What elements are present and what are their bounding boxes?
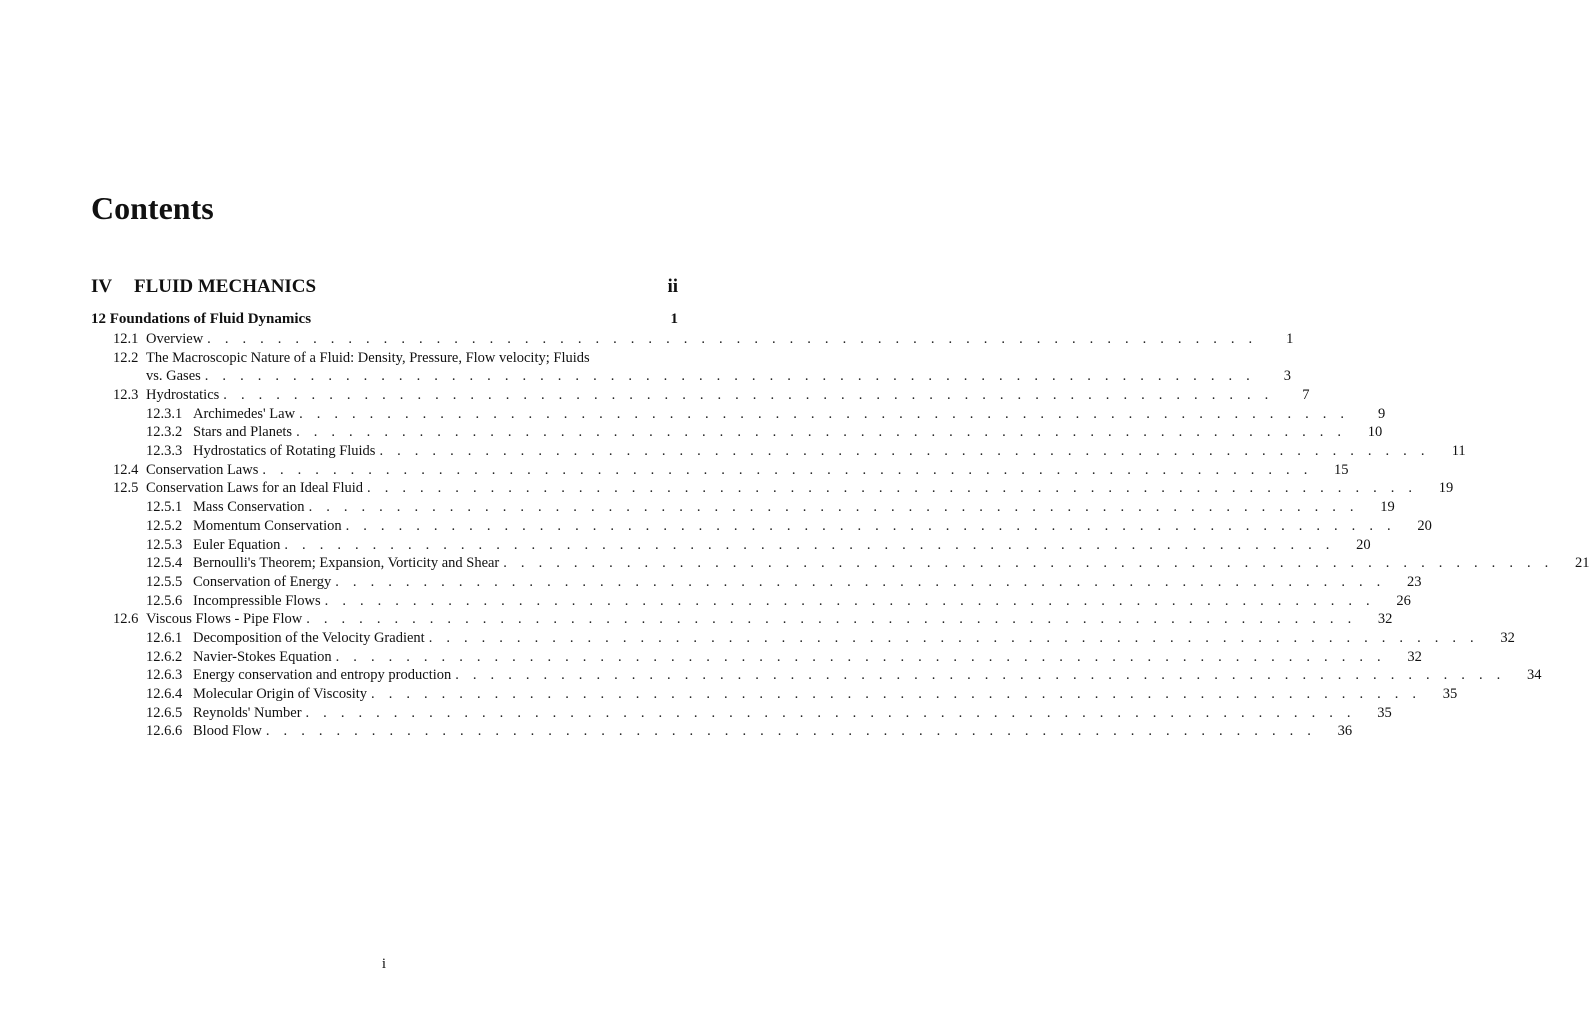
toc-entry[interactable] — [91, 554, 1589, 573]
toc-entry-title: Molecular Origin of Viscosity — [193, 686, 368, 703]
toc-entry-title: Euler Equation — [193, 536, 281, 553]
toc-entry-page: 35 — [1377, 704, 1392, 721]
toc-leader-dots: . . . . . . . . . . . . . . . . . . . . . . . . . . . . . . . . . . . . . . . . . . . . . . . . . . . . . . . . . . . . — [265, 723, 1317, 740]
toc-entry-page: 1 — [1286, 330, 1294, 347]
toc-entry-number: 12.6.4 — [146, 686, 183, 703]
toc-entry-title: The Macroscopic Nature of a Fluid: Density, Pressure, Flow velocity; Fluids — [146, 349, 590, 366]
toc-entries-list — [91, 330, 1589, 741]
toc-entry-title: Conservation Laws — [146, 461, 259, 478]
toc-entry-page: 23 — [1406, 573, 1422, 590]
toc-leader-dots: . . . . . . . . . . . . . . . . . . . . . . . . . . . . . . . . . . . . . . . . . . . . . . . . . . . . . . . . . . . . — [379, 443, 1430, 460]
toc-leader-dots: . . . . . . . . . . . . . . . . . . . . . . . . . . . . . . . . . . . . . . . . . . . . . . . . . . . . . . . . . . . . — [345, 517, 1396, 534]
toc-entry-number: 12.3.2 — [146, 424, 183, 441]
toc-entry[interactable] — [91, 386, 1310, 405]
toc-entry-title: Incompressible Flows — [193, 592, 321, 609]
toc-part-row[interactable] — [91, 276, 678, 298]
toc-entry-page: 11 — [1451, 443, 1466, 460]
toc-entry-page: 20 — [1417, 517, 1432, 534]
toc-entry-number: 12.6.2 — [146, 648, 183, 665]
toc-leader-dots: . . . . . . . . . . . . . . . . . . . . . . . . . . . . . . . . . . . . . . . . . . . . . . . . . . . . . . . . . . . . — [503, 555, 1554, 572]
toc-entry[interactable] — [91, 498, 1395, 517]
toc-entry-number: 12.6.6 — [146, 723, 183, 740]
toc-leader-dots: . . . . . . . . . . . . . . . . . . . . . . . . . . . . . . . . . . . . . . . . . . . . . . . . . . . . . . . . . . . . — [262, 461, 1313, 478]
toc-entry-title: Hydrostatics of Rotating Fluids — [193, 443, 376, 460]
toc-leader-dots: . . . . . . . . . . . . . . . . . . . . . . . . . . . . . . . . . . . . . . . . . . . . . . . . . . . . . . . . . . . . — [306, 611, 1357, 628]
toc-leader-dots: . . . . . . . . . . . . . . . . . . . . . . . . . . . . . . . . . . . . . . . . . . . . . . . . . . . . . . . . . . . . — [223, 387, 1274, 404]
toc-entry[interactable] — [91, 442, 1466, 461]
toc-entry-title: Stars and Planets — [193, 424, 293, 441]
toc-entry-page: 10 — [1367, 424, 1383, 441]
toc-entry-number: 12.5.4 — [146, 555, 183, 572]
toc-leader-dots: . . . . . . . . . . . . . . . . . . . . . . . . . . . . . . . . . . . . . . . . . . . . . . . . . . . . . . . . . . . . — [207, 330, 1258, 347]
toc-entry-page: 21 — [1574, 555, 1589, 572]
toc-entry[interactable] — [91, 592, 1411, 611]
toc-entry[interactable] — [91, 666, 1542, 685]
toc-entry-title: Decomposition of the Velocity Gradient — [193, 629, 425, 646]
toc-leader-dots: . . . . . . . . . . . . . . . . . . . . . . . . . . . . . . . . . . . . . . . . . . . . . . . . . . . . . . . . . . . . — [455, 667, 1506, 684]
toc-entry[interactable] — [91, 704, 1392, 723]
toc-entry-number: 12.6.3 — [146, 667, 183, 684]
toc-entry-page: 3 — [1283, 368, 1291, 385]
toc-entry-title: Hydrostatics — [146, 387, 220, 404]
toc-entry[interactable] — [91, 610, 1393, 629]
toc-entry[interactable] — [91, 461, 1349, 480]
toc-entry[interactable] — [91, 423, 1383, 442]
toc-entry-title: Overview — [146, 330, 204, 347]
toc-entry-number: 12.2 — [113, 349, 139, 366]
toc-leader-dots: . . . . . . . . . . . . . . . . . . . . . . . . . . . . . . . . . . . . . . . . . . . . . . . . . . . . . . . . . . . . — [296, 424, 1347, 441]
toc-entry-page: 34 — [1526, 667, 1542, 684]
toc-entry[interactable] — [91, 536, 1371, 555]
toc-entry-title: Archimedes' Law — [193, 405, 296, 422]
toc-entry[interactable] — [91, 685, 1458, 704]
toc-leader-dots: . . . . . . . . . . . . . . . . . . . . . . . . . . . . . . . . . . . . . . . . . . . . . . . . . . . . . . . . . . . . — [428, 629, 1479, 646]
toc-entry-number: 12.5 — [113, 480, 139, 497]
toc-entry-page: 20 — [1356, 536, 1371, 553]
toc-leader-dots: . . . . . . . . . . . . . . . . . . . . . . . . . . . . . . . . . . . . . . . . . . . . . . . . . . . . . . . . . . . . — [299, 405, 1350, 422]
toc-leader-dots: . . . . . . . . . . . . . . . . . . . . . . . . . . . . . . . . . . . . . . . . . . . . . . . . . . . . . . . . . . . . — [324, 592, 1375, 609]
toc-entry-number: 12.5.3 — [146, 536, 183, 553]
toc-entry-page: 15 — [1334, 461, 1349, 478]
page-title: Contents — [91, 190, 214, 226]
chapter-title: 12 Foundations of Fluid Dynamics — [91, 311, 312, 327]
toc-entry[interactable] — [91, 405, 1386, 424]
toc-entry-page: 7 — [1302, 387, 1310, 404]
toc-entry-number: 12.5.1 — [146, 499, 183, 516]
toc-entry[interactable] — [91, 722, 1353, 741]
toc-entry-title: Mass Conservation — [193, 499, 305, 516]
toc-entry-number: 12.3 — [113, 387, 139, 404]
toc-leader-dots: . . . . . . . . . . . . . . . . . . . . . . . . . . . . . . . . . . . . . . . . . . . . . . . . . . . . . . . . . . . . — [284, 536, 1335, 553]
footer-page-number: i — [381, 956, 387, 972]
toc-entry[interactable] — [91, 517, 1432, 536]
toc-leader-dots: . . . . . . . . . . . . . . . . . . . . . . . . . . . . . . . . . . . . . . . . . . . . . . . . . . . . . . . . . . . . — [204, 368, 1255, 385]
toc-leader-dots: . . . . . . . . . . . . . . . . . . . . . . . . . . . . . . . . . . . . . . . . . . . . . . . . . . . . . . . . . . . . — [305, 704, 1356, 721]
toc-chapter-row[interactable] — [91, 311, 678, 328]
toc-leader-dots: . . . . . . . . . . . . . . . . . . . . . . . . . . . . . . . . . . . . . . . . . . . . . . . . . . . . . . . . . . . . — [371, 686, 1422, 703]
toc-entry-number: 12.3.3 — [146, 443, 183, 460]
toc-leader-dots: . . . . . . . . . . . . . . . . . . . . . . . . . . . . . . . . . . . . . . . . . . . . . . . . . . . . . . . . . . . . — [335, 648, 1386, 665]
toc-entry-page: 32 — [1500, 629, 1515, 646]
toc-entry-page: 36 — [1337, 723, 1353, 740]
toc-entry-number: 12.5.2 — [146, 517, 183, 534]
toc-entry[interactable] — [91, 648, 1422, 667]
toc-entry-number: 12.4 — [113, 461, 139, 478]
toc-leader-dots: . . . . . . . . . . . . . . . . . . . . . . . . . . . . . . . . . . . . . . . . . . . . . . . . . . . . . . . . . . . . — [335, 573, 1386, 590]
toc-entry-title: Navier-Stokes Equation — [193, 648, 332, 665]
toc-leader-dots: . . . . . . . . . . . . . . . . . . . . . . . . . . . . . . . . . . . . . . . . . . . . . . . . . . . . . . . . . . . . — [367, 480, 1418, 497]
toc-entry-number: 12.3.1 — [146, 405, 183, 422]
toc-entry[interactable] — [91, 629, 1515, 648]
part-number: IV — [91, 276, 113, 297]
toc-entry-number: 12.1 — [113, 330, 139, 347]
toc-entry-title: Conservation Laws for an Ideal Fluid — [146, 480, 364, 497]
toc-entry-title-continued: vs. Gases — [146, 368, 201, 385]
toc-entry-title: Reynolds' Number — [193, 704, 302, 721]
toc-entry-title: Bernoulli's Theorem; Expansion, Vorticity and Shear — [193, 555, 500, 572]
toc-entry-number: 12.6 — [113, 611, 139, 628]
toc-entry-page: 26 — [1396, 592, 1411, 609]
toc-entry-page: 19 — [1438, 480, 1454, 497]
part-title: FLUID MECHANICS — [134, 276, 317, 297]
toc-entry-page: 32 — [1377, 611, 1393, 628]
toc-entry[interactable] — [91, 349, 678, 368]
toc-entry-title: Momentum Conservation — [193, 517, 342, 534]
part-page-number: ii — [667, 276, 678, 297]
toc-entry-title: Blood Flow — [193, 723, 262, 740]
toc-entry-number: 12.6.5 — [146, 704, 183, 721]
toc-entry-page: 19 — [1380, 499, 1395, 516]
toc-entry-number: 12.5.6 — [146, 592, 183, 609]
toc-entry[interactable] — [91, 480, 1454, 499]
toc-entry-title: Viscous Flows - Pipe Flow — [146, 611, 303, 628]
toc-entry-title: Energy conservation and entropy production — [193, 667, 452, 684]
toc-entry-continuation[interactable] — [91, 367, 1291, 386]
toc-entry-number: 12.5.5 — [146, 573, 183, 590]
chapter-page-number: 1 — [670, 311, 678, 327]
toc-entry[interactable] — [91, 330, 1294, 349]
toc-entry-page: 9 — [1378, 405, 1386, 422]
toc-entry-number: 12.6.1 — [146, 629, 183, 646]
toc-entry-page: 35 — [1442, 686, 1458, 703]
toc-entry-title: Conservation of Energy — [193, 573, 332, 590]
toc-leader-dots: . . . . . . . . . . . . . . . . . . . . . . . . . . . . . . . . . . . . . . . . . . . . . . . . . . . . . . . . . . . . — [308, 499, 1359, 516]
toc-entry[interactable] — [91, 573, 1422, 592]
toc-entry-page: 32 — [1407, 648, 1422, 665]
